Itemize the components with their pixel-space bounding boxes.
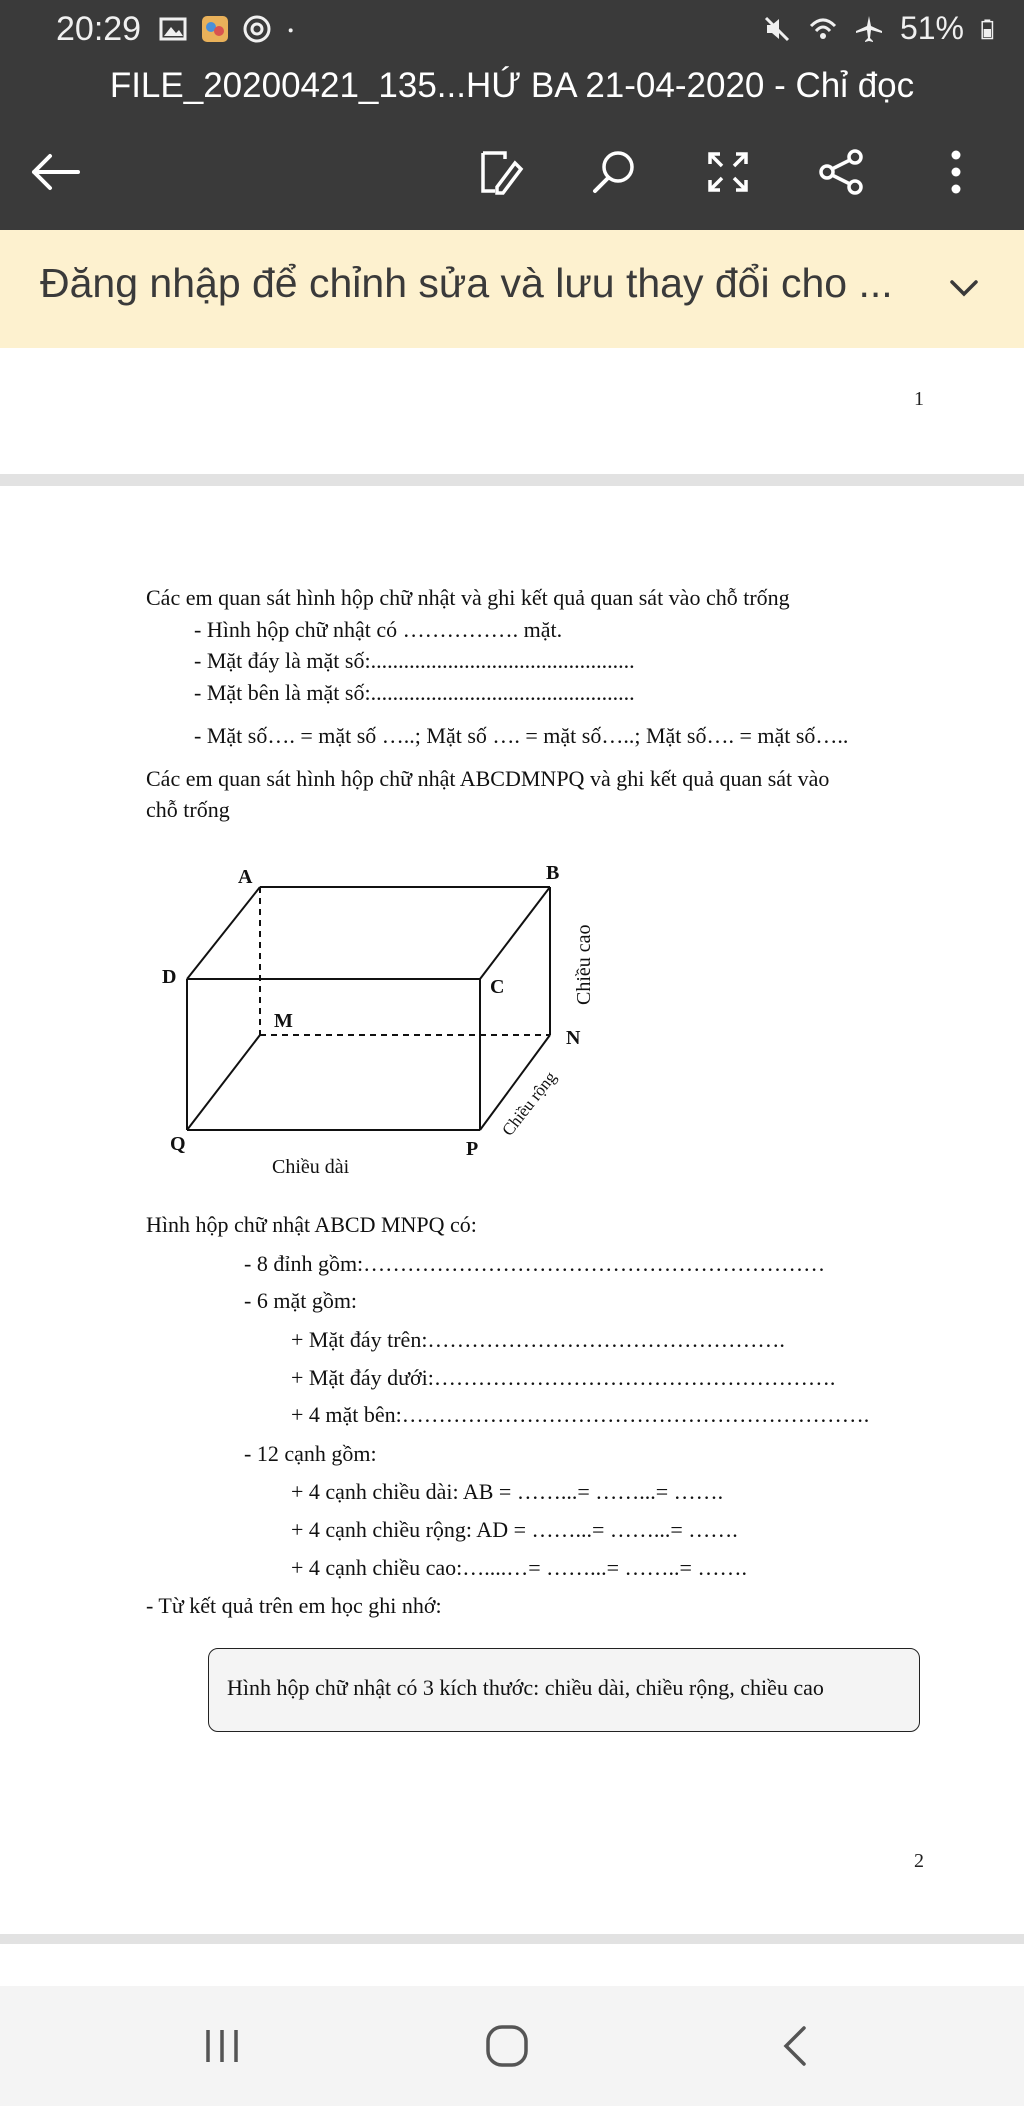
- exercise-line: - Mặt bên là mặt số:................................................: [194, 680, 635, 705]
- edge-mq: [187, 1035, 260, 1130]
- memo-box: [208, 1648, 920, 1732]
- chevron-down-icon[interactable]: [944, 268, 984, 308]
- summary-item: - 12 cạnh gồm:: [244, 1441, 377, 1466]
- page-number-2: 2: [914, 1850, 924, 1872]
- app-toolbar: [0, 0, 1024, 230]
- edge-bc: [480, 887, 550, 979]
- vertex-label-b: B: [546, 862, 560, 884]
- search-button[interactable]: [584, 142, 644, 202]
- arrow-left-icon: [30, 152, 82, 192]
- image-icon: [158, 14, 188, 44]
- document-title: FILE_20200421_135...HỨ BA 21-04-2020 - Chỉ đọc: [109, 66, 915, 105]
- sync-icon: [242, 14, 272, 44]
- status-time: 20:29: [56, 10, 142, 48]
- share-button[interactable]: [812, 142, 872, 202]
- exercise-line: - Mặt đáy là mặt số:................................................: [194, 648, 635, 673]
- edit-button[interactable]: [470, 142, 530, 202]
- recent-apps-button[interactable]: [187, 2016, 257, 2076]
- wifi-icon: [808, 14, 838, 44]
- dot-icon: [284, 14, 304, 44]
- edge-ad: [187, 887, 260, 979]
- vertex-label-d: D: [162, 966, 177, 988]
- chevron-left-icon: [780, 2024, 810, 2068]
- exercise-intro-2-cont: chỗ trống: [146, 797, 230, 822]
- battery-icon: [980, 14, 1002, 44]
- exercise-line: - Mặt số…. = mặt số …..; Mặt số …. = mặt số…..; Mặt số…. = mặt số…..: [194, 723, 849, 748]
- search-icon: [589, 147, 639, 197]
- memo-text: Hình hộp chữ nhật có 3 kích thước: chiều dài, chiều rộng, chiều cao: [227, 1675, 824, 1700]
- summary-item: - 8 đỉnh gồm:………………………………………………………: [244, 1251, 826, 1276]
- airplane-icon: [854, 14, 884, 44]
- more-vertical-icon: [946, 147, 966, 197]
- exercise-line: - Hình hộp chữ nhật có ……………. mặt.: [194, 617, 563, 642]
- exercise-intro: Các em quan sát hình hộp chữ nhật và ghi kết quả quan sát vào chỗ trống: [146, 585, 790, 610]
- more-options-button[interactable]: [926, 142, 986, 202]
- remember-prompt: - Từ kết quả trên em học ghi nhớ:: [146, 1593, 442, 1618]
- mute-icon: [762, 14, 792, 44]
- height-label: Chiều cao: [573, 924, 595, 1005]
- summary-item: - 6 mặt gồm:: [244, 1288, 358, 1313]
- length-label: Chiều dài: [272, 1156, 350, 1178]
- status-notification-icons: [158, 14, 304, 44]
- summary-item: + 4 cạnh chiều cao:…....…= ……...= ……..= …….: [291, 1555, 747, 1580]
- sign-in-banner[interactable]: [0, 230, 1024, 348]
- battery-level: 51%: [899, 10, 964, 46]
- status-bar: [0, 0, 1024, 60]
- width-label: Chiều rộng: [498, 1067, 560, 1140]
- page-separator: [0, 474, 1024, 486]
- summary-item: + 4 mặt bên:……………………………………………………….: [291, 1402, 870, 1427]
- summary-item: + Mặt đáy trên:………………………………………….: [291, 1327, 785, 1352]
- fullscreen-button[interactable]: [698, 142, 758, 202]
- page-separator: [0, 1934, 1024, 1944]
- back-button[interactable]: [26, 142, 86, 202]
- vertex-label-a: A: [238, 866, 253, 888]
- summary-item: + Mặt đáy dưới:……………………………………………….: [291, 1365, 836, 1390]
- vertex-label-c: C: [490, 976, 505, 998]
- vertex-label-m: M: [274, 1010, 293, 1032]
- system-nav-bar: [0, 1986, 1024, 2106]
- exercise-intro-2: Các em quan sát hình hộp chữ nhật ABCDMNPQ và ghi kết quả quan sát vào: [146, 766, 830, 791]
- share-icon: [817, 147, 867, 197]
- summary-heading: Hình hộp chữ nhật ABCD MNPQ có:: [146, 1212, 477, 1237]
- edit-document-icon: [475, 147, 525, 197]
- vertex-label-q: Q: [170, 1133, 186, 1155]
- home-icon: [484, 2023, 530, 2069]
- nav-back-button[interactable]: [760, 2016, 830, 2076]
- status-system-icons: [762, 10, 1002, 47]
- page-number-1: 1: [914, 388, 924, 410]
- recent-apps-icon: [200, 2026, 244, 2066]
- app-icon: [200, 14, 230, 44]
- rectangular-box-figure: [150, 855, 610, 1190]
- vertex-label-p: P: [466, 1138, 479, 1160]
- sign-in-banner-text: Đăng nhập để chỉnh sửa và lưu thay đổi cho ...: [40, 260, 893, 306]
- fullscreen-icon: [704, 148, 752, 196]
- vertex-label-n: N: [566, 1027, 581, 1049]
- summary-item: + 4 cạnh chiều dài: AB = ……...= ……...= …….: [291, 1479, 724, 1504]
- summary-item: + 4 cạnh chiều rộng: AD = ……...= ……...= …….: [291, 1517, 738, 1542]
- home-button[interactable]: [472, 2016, 542, 2076]
